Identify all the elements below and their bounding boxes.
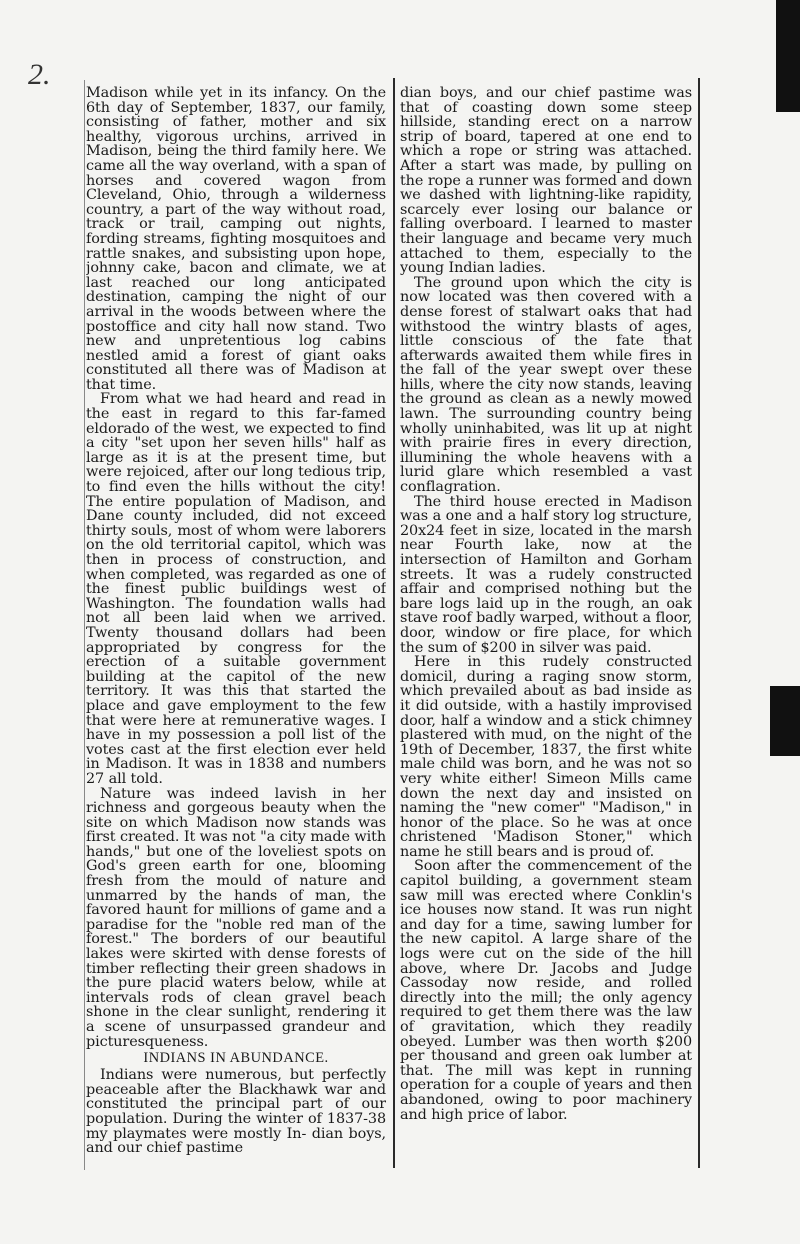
article-paragraph: Madison while yet in its infancy. On the 6th day of September, 1837, our family, consisting of father, mother and six healthy, vigorous urchins, arrived in Madison, being the third family here. We came all the way overland, with a span of horses and covered wagon from Cleveland, Ohio, through a wilderness country, a part of the way without road, track or trail, camping out nights, fording streams, fighting mosquitoes and rattle snakes, and subsisting upon hope, johnny cake, bacon and climate, we at last reached our long anticipated destination, camping the night of our arrival in the woods between where the postoffice and city hall now stand. Two new and unpretentious log cabins nestled amid a forest of giant oaks constituted all there was of Madison at that time. bbox=[86, 86, 386, 393]
article-paragraph: The ground upon which the city is now located was then covered with a dense forest of stalwart oaks that had withstood the wintry blasts of ages, little conscious of the fate that afterwards awaited them while fires in the fall of the year swept over these hills, where the city now stands, leaving the ground as clean as a newly mowed lawn. The surrounding country being wholly uninhabited, was lit up at night with prairie fires in every direction, illumining the whole heavens with a lurid glare which resembled a vast conflagration. bbox=[400, 274, 692, 496]
column-divider bbox=[393, 78, 395, 1168]
article-paragraph: Nature was indeed lavish in her richness and gorgeous beauty when the site on which Madison now stands was first created. It was not "a city made with hands," but one of the loveliest spots on God's green earth for one, blooming fresh from the mould of nature and unmarred by the hands of man, the favored haunt for millions of game and a paradise for the "noble red man of the forest." The borders of our beautiful lakes were skirted with dense forests of timber reflecting their green shadows in the pure placid waters below, while at intervals rods of clean gravel beach shone in the clear sunlight, rendering it a scene of unsurpassed grandeur and picturesqueness. bbox=[86, 785, 386, 1050]
article-paragraph: The third house erected in Madison was a one and a half story log structure, 20x24 feet in size, located in the marsh near Fourth lake, now at the intersection of Hamilton and Gorham streets. It was a rudely constructed affair and comprised nothing but the bare logs laid up in the rough, an oak stave roof badly warped, without a floor, door, window or fire place, for which the sum of $200 in silver was paid. bbox=[400, 493, 692, 656]
page-number: 2. bbox=[28, 58, 51, 91]
page-edge-mark-bottom bbox=[770, 686, 800, 756]
article-paragraph: From what we had heard and read in the east in regard to this far-famed eldorado of the west, we expected to find a city "set upon her seven hills" half as large as it is at the present time, but were rejoiced, after our long tedious trip, to find even the hills without the city! The entire population of Madison, and Dane county included, did not exceed thirty souls, most of whom were laborers on the old territorial capitol, which was then in process of construction, and when completed, was regarded as one of the finest public buildings west of Washington. The foundation walls had not all been laid when we arrived. Twenty thousand dollars had been appropriated by congress for the erection of a suitable government building at the capitol of the new territory. It was this that started the place and gave employment to the few that were here at remunerative wages. I have in my possession a poll list of the votes cast at the first election ever held in Madison. It was in 1838 and numbers 27 all told. bbox=[86, 391, 386, 787]
article-paragraph: dian boys, and our chief pastime was that of coasting down some steep hillside, standing erect on a narrow strip of board, tapered at one end to which a rope or string was attached. After a start was made, by pulling on the rope a runner was formed and down we dashed with lightning-like rapidity, scarcely ever losing our balance or falling overboard. I learned to master their language and became very much attached to them, especially to the young Indian ladies. bbox=[400, 86, 692, 277]
section-subheading: INDIANS IN ABUNDANCE. bbox=[143, 1050, 329, 1067]
left-column-rule bbox=[84, 80, 85, 1170]
article-paragraph: Here in this rudely constructed domicil, during a raging snow storm, which prevailed about as bad inside as it did outside, with a hastily improvised door, half a window and a stick chimney plastered with mud, on the night of the 19th of December, 1837, the first white male child was born, and he was not so very white either! Simeon Mills came down the next day and insisted on naming the "new comer" "Madison," in honor of the place. So he was at once christened 'Madison Stoner," which name he still bears and is proud of. bbox=[400, 654, 692, 860]
article-left-column bbox=[86, 86, 386, 1186]
right-column-rule bbox=[698, 78, 700, 1168]
article-right-column bbox=[400, 86, 692, 1186]
article-paragraph: Indians were numerous, but perfectly peaceable after the Blackhawk war and constituted the principal part of our population. During the winter of 1837-38 my playmates were mostly In- dian boys, and our chief pastime bbox=[86, 1067, 386, 1157]
page-edge-mark-top bbox=[776, 0, 800, 112]
article-paragraph: Soon after the commencement of the capitol building, a government steam saw mill was erected where Conklin's ice houses now stand. It was run night and day for a time, sawing lumber for the new capitol. A large share of the logs were cut on the side of the hill above, where Dr. Jacobs and Judge Cassoday now reside, and rolled directly into the mill; the only agency required to get them there was the law of gravitation, which they readily obeyed. Lumber was then worth $200 per thousand and green oak lumber at that. The mill was kept in running operation for a couple of years and then abandoned, owing to poor machinery and high price of labor. bbox=[400, 858, 692, 1123]
